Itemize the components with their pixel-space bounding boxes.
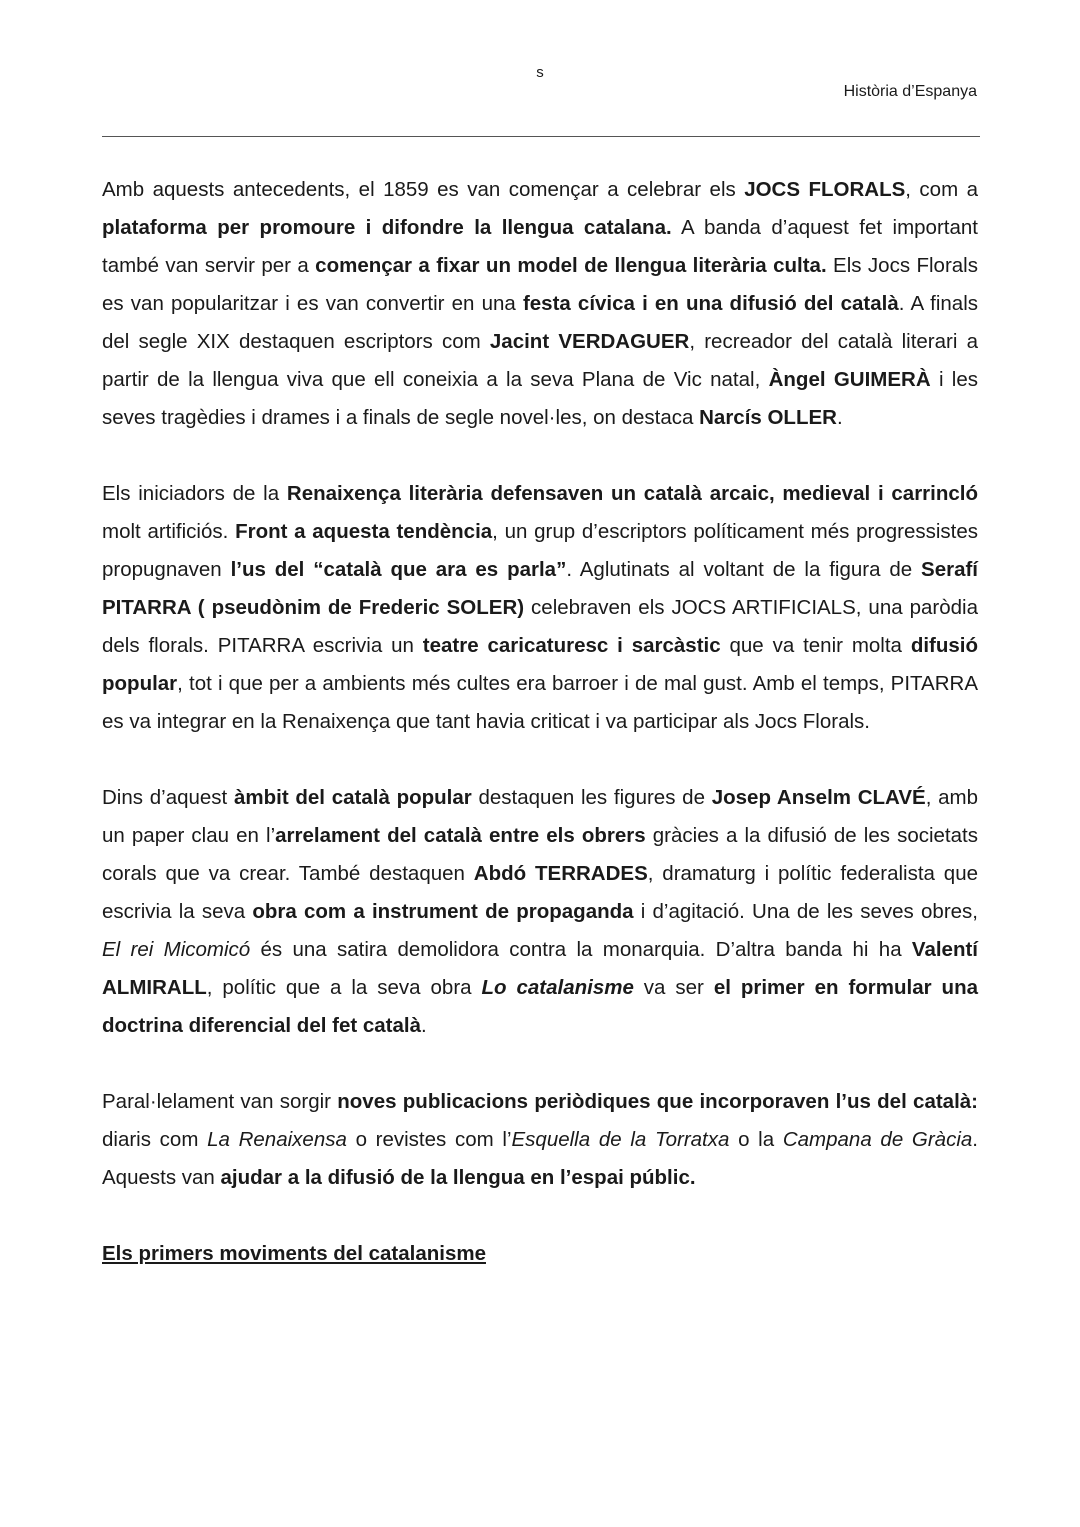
emphasis-text: La Renaixensa [207, 1128, 347, 1151]
text-run: Dins d’aquest [102, 786, 234, 809]
text-run: molt artificiós. [102, 520, 236, 543]
text-run: , un grup d’escriptors políticament més progressistes propugnaven [102, 520, 979, 581]
text-run: . [836, 406, 843, 429]
text-run: Amb aquests antecedents, el 1859 es van començar a celebrar els [102, 178, 745, 201]
text-run: , polític que a la seva obra [206, 976, 482, 999]
text-run: . A finals del segle XIX destaquen escriptors com [102, 292, 979, 353]
emphasis-text: Front a aquesta tendència [235, 520, 493, 543]
emphasis-text: Narcís OLLER [699, 406, 837, 429]
emphasis-text: Serafí PITARRA ( pseudònim de Frederic SOLER) [102, 558, 978, 619]
emphasis-text: Abdó TERRADES [473, 862, 648, 885]
text-run: destaquen les figures de [471, 786, 712, 809]
text-run: Els Jocs Florals es van popularitzar i es van convertir en una [102, 254, 978, 315]
document-body [102, 171, 978, 1273]
text-run: gràcies a la difusió de les societats corals que va crear. També destaquen [102, 824, 978, 885]
text-run: i les seves tragèdies i drames i a finals de segle novel·les, on destaca [102, 368, 979, 429]
text-run: , amb un paper clau en l’ [102, 786, 978, 847]
text-run: Els iniciadors de la [102, 482, 287, 505]
paragraph [102, 1083, 978, 1197]
text-run: , dramaturg i polític federalista que escrivia la seva [102, 862, 978, 923]
text-run: és una satira demolidora contra la monarquia. D’altra banda hi ha [250, 938, 912, 961]
emphasis-text: ajudar a la difusió de la llengua en l’espai públic. [220, 1166, 696, 1189]
text-run: A banda d’aquest fet important també van servir per a [102, 216, 978, 277]
emphasis-text: plataforma per promoure i difondre la llengua catalana. [102, 216, 672, 239]
emphasis-text: difusió popular [102, 634, 979, 695]
text-run: . Aglutinats al voltant de la figura de [566, 558, 922, 581]
emphasis-text: noves publicacions periòdiques que incorporaven l’us del català: [337, 1090, 978, 1113]
text-run: . [421, 1014, 427, 1037]
text-run: celebraven els JOCS ARTIFICIALS, una paròdia dels florals. PITARRA escrivia un [102, 596, 978, 657]
emphasis-text: JOCS FLORALS [744, 178, 906, 201]
emphasis-text: teatre caricaturesc i sarcàstic [422, 634, 721, 657]
text-run: va ser [633, 976, 714, 999]
text-run: o revistes com l’ [346, 1128, 512, 1151]
header-title: Història d’Espanya [843, 83, 977, 100]
emphasis-text: Jacint VERDAGUER [489, 330, 690, 353]
emphasis-text: l’us del “català que ara es parla” [230, 558, 567, 581]
emphasis-text: Campana de Gràcia [782, 1128, 973, 1151]
text-run: , com a [905, 178, 978, 201]
emphasis-text: àmbit del català popular [233, 786, 472, 809]
emphasis-text: Lo catalanisme [481, 976, 634, 999]
emphasis-text: Valentí ALMIRALL [102, 938, 979, 999]
text-run: Paral·lelament van sorgir [102, 1090, 338, 1113]
emphasis-text: arrelament del català entre els obrers [275, 824, 646, 847]
page-number: s [536, 64, 544, 81]
text-run: , tot i que per a ambients més cultes era barroer i de mal gust. Amb el temps, PITARRA es va integrar en la Renaixença que tant havia criticat i va participar als Jocs Florals. [102, 672, 978, 733]
paragraph [102, 475, 978, 741]
emphasis-text: començar a fixar un model de llengua literària culta. [315, 254, 827, 277]
text-run: o la [729, 1128, 783, 1151]
emphasis-text: obra com a instrument de propaganda [252, 900, 634, 923]
paragraphs [102, 171, 978, 1197]
text-run: . Aquests van [102, 1128, 978, 1189]
paragraph [102, 779, 978, 1045]
emphasis-text: Renaixença literària defensaven un català arcaic, medieval i carrincló [286, 482, 978, 505]
paragraph [102, 171, 978, 437]
text-run: i d’agitació. Una de les seves obres, [633, 900, 978, 923]
emphasis-text: El rei Micomicó [102, 938, 251, 961]
text-run: , recreador del català literari a partir de la llengua viva que ell coneixia a la seva Plana de Vic natal, [102, 330, 979, 391]
section-heading: Els primers moviments del catalanisme [102, 1242, 486, 1265]
emphasis-text: Àngel GUIMERÀ [768, 368, 931, 391]
emphasis-text: Josep Anselm CLAVÉ [711, 786, 926, 809]
header-divider [102, 136, 980, 137]
text-run: que va tenir molta [720, 634, 911, 657]
emphasis-text: Esquella de la Torratxa [511, 1128, 730, 1151]
emphasis-text: festa cívica i en una difusió del català [522, 292, 899, 315]
text-run: diaris com [102, 1128, 208, 1151]
emphasis-text: el primer en formular una doctrina diferencial del fet català [102, 976, 978, 1037]
